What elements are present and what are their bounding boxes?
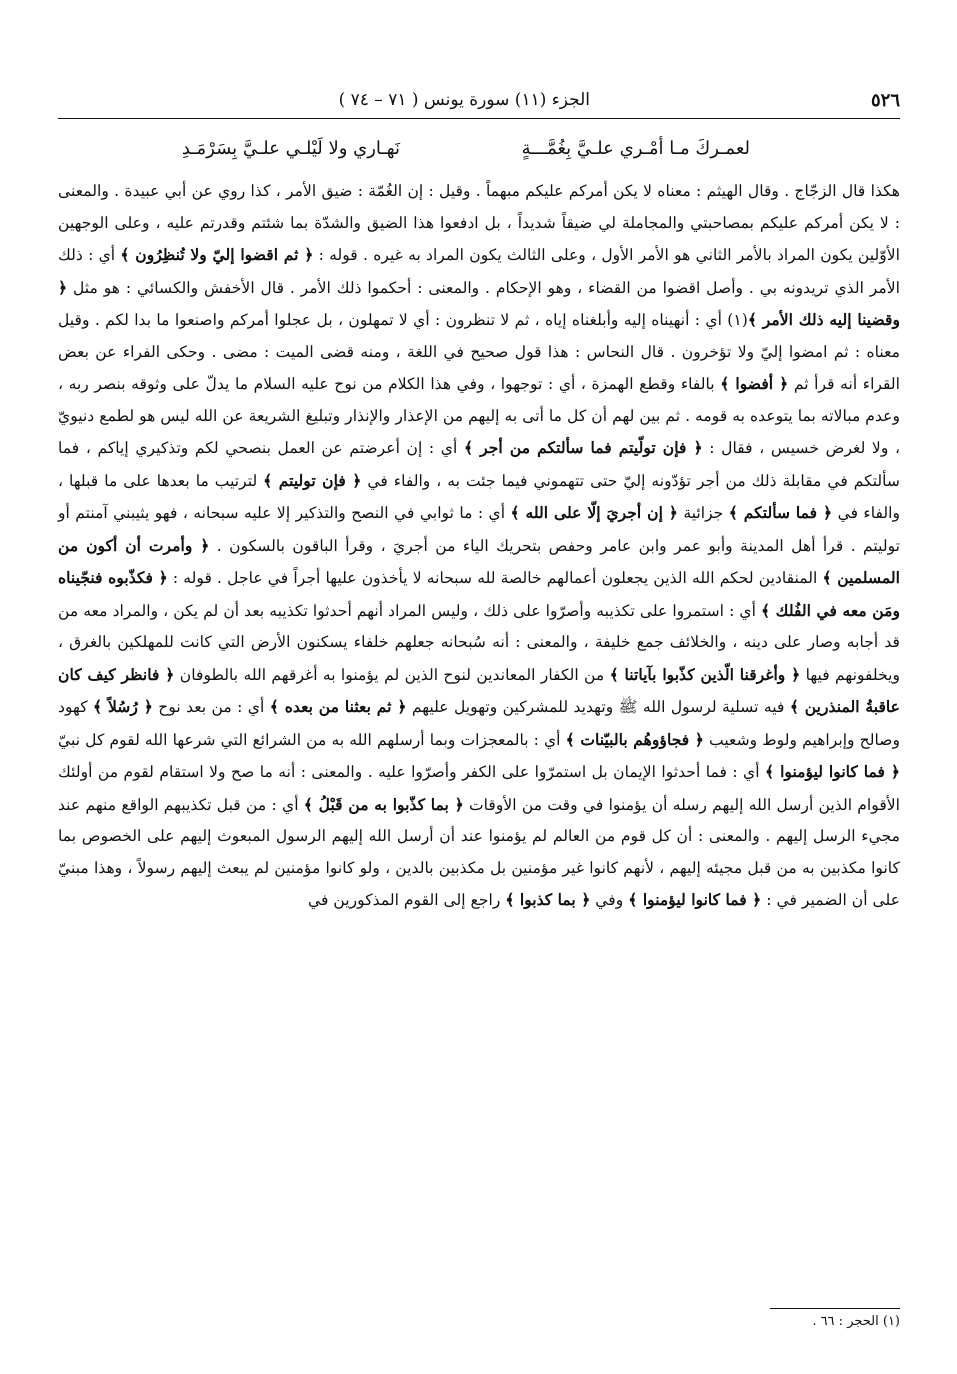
footnote: (١) الحجر : ٦٦ . — [812, 1314, 900, 1329]
quran-quote: ﴿ فإن توليتم ﴾ — [263, 470, 362, 490]
page-number: ٥٢٦ — [870, 90, 900, 111]
book-page — [58, 88, 900, 1328]
body-paragraph — [58, 176, 900, 917]
quran-quote: ﴿ ثم اقضوا إليّ ولا تُنظِرُون ﴾ — [120, 245, 314, 264]
page-header — [58, 88, 900, 118]
poetry-verse — [58, 132, 900, 176]
text-run: أي : إن أعرضتم عن العمل بنصحي لكم وتذكيري إياكم ، فما سألتكم في مقابلة ذلك من أجر تؤدّونه إليّ حتى تتهموني فيما جئت به ، والفاء في — [58, 439, 900, 490]
text-run: كهود وصالح وإبراهيم ولوط وشعيب — [58, 698, 900, 749]
quran-quote: ﴿ وأغرقنا الّذين كذّبوا بآياتنا ﴾ — [609, 664, 801, 684]
running-head: الجزء (١١) سورة يونس ( ٧١ – ٧٤ ) — [338, 90, 590, 110]
quran-quote: ﴿ فما كانوا ليؤمنوا ﴾ — [765, 762, 901, 781]
quran-quote: ﴿ ثم بعثنا من بعده ﴾ — [269, 697, 407, 716]
text-run: بالفاء وقطع الهمزة ، أي : توجهوا ، وفي هذا الكلام من نوح عليه السلام ما يدلّ على وثوقه بنصر ربه ، وعدم مبالاته بما يتوعده به قومه . ثم بين لهم أن كل ما أتى به إليهم من الإعذار والإنذار وتبليغ الشريعة عن الله ليس هو لطمع دنيويّ ، ولا لغرض خسيس ، فقال : — [58, 375, 901, 457]
text-run: أي : ما ثوابي في النصح والتذكير إلا عليه سبحانه ، فهو يثيبني آمنتم أو توليتم . قرأ أهل المدينة وأبو عمر وابن عامر وحفص بتحريك الياء من أجريَ ، وقرأ الباقون بالسكون . — [58, 504, 900, 555]
text-run: راجع إلى القوم المذكورين في — [308, 891, 506, 909]
verse-second-hemistich: نَهـاري ولا لَيْلـي علـيَّ بِسَرْمَـدِ — [181, 138, 400, 159]
text-run: أي : بالمعجزات وبما أرسلهم الله به من الشرائع التي شرعها الله لقوم كل نبيّ — [58, 730, 566, 749]
text-run: أي : ذلك الأمر الذي تريدونه بي . وأصل اقضوا من القضاء ، وهو الإحكام . والمعنى : أحكموا ذلك الأمر . قال الأخفش والكسائي : هو مثل — [58, 246, 900, 297]
quran-quote: ﴿ فإن تولّيتم فما سألتكم من أجر ﴾ — [463, 438, 703, 457]
text-run: أي : من بعد نوح — [152, 698, 270, 716]
quran-quote: ﴿ بما كذّبوا به من قَبْلُ ﴾ — [303, 794, 464, 814]
quran-quote: ﴿ وأمرت أن أكون من المسلمين ﴾ — [58, 535, 900, 587]
text-run: جزائية — [677, 504, 729, 522]
text-run: هكذا قال الزجّاج . وقال الهيثم : معناه لا يكن أمركم عليكم مبهماً . وقيل : إن الغُمّة : ضيق الأمر ، كذا روي عن أبي عبيدة . والمعنى : لا يكن أمركم عليكم بمصاحبتي والمجاملة لي ضيقاً شديداً ، بل ادفعوا هذا الضيق والشدّة بما شئتم وقدرتم عليه ، وعلى الوجهين الأوّلين يكون المراد بالأمر الثاني هو الأمر الأول ، وعلى الثالث يكون المراد به غيره . قوله : — [58, 182, 900, 264]
quran-quote: ﴿ فما سألتكم ﴾ — [728, 503, 833, 522]
quran-quote: ﴿ فجاؤوهُم بالبيّنات ﴾ — [565, 729, 704, 749]
header-rule — [58, 118, 900, 119]
text-run: المنقادين لحكم الله الذين يجعلون أعمالهم خالصة لله سبحانه لا يأخذون عليها أجراً في عاجل . قوله : — [167, 569, 823, 587]
quran-quote: ﴿ رُسُلاً ﴾ — [93, 697, 153, 716]
text-run: من الكفار المعاندين لنوح الذين لم يؤمنوا به أغرقهم الله بالطوفان — [174, 665, 610, 684]
text-run: لترتيب ما بعدها على ما قبلها ، والفاء في — [58, 471, 901, 522]
text-run: فيه تسلية لرسول الله ﷺ وتهديد للمشركين وتهويل عليهم — [406, 698, 790, 716]
quran-quote: ﴿ بما كذبوا ﴾ — [505, 890, 591, 909]
quran-quote: ﴿ أفضوا ﴾ — [720, 374, 789, 393]
footnote-rule — [770, 1308, 900, 1309]
text-run: أي : من قبل تكذيبهم الواقع منهم عند مجيء الرسل إليهم . والمعنى : أن كل قوم من العالم لم يؤمنوا عند أن أرسل الله إليهم الرسول المبعوث إليهم على الخصوص بما كانوا مكذبين به من قبل مجيئه إليهم ، لأنهم كانوا غير مؤمنين بل مكذبين بالدين ، ولو كانوا مؤمنين لم يبعث إليهم رسولاً ، وهذا مبنيّ على أن الضمير في : — [58, 795, 900, 909]
text-run: وفي — [590, 891, 629, 909]
verse-first-hemistich: لعمـركَ مـا أمْـري علـيَّ بِغُمَّـــةٍ — [521, 138, 750, 159]
quran-quote: ﴿ وقضينا إليه ذلك الأمر ﴾ — [58, 277, 901, 329]
text-run: أي : فما أحدثوا الإيمان بل استمرّوا على الكفر وأصرّوا عليه . والمعنى : أنه ما صح ولا استقام لقوم من أولئك الأقوام الذين أرسل الله إليهم رسله أن يؤمنوا في وقت من الأوقات — [58, 763, 900, 814]
quran-quote: ﴿ فما كانوا ليؤمنوا ﴾ — [628, 890, 762, 909]
text-run: أي : استمروا على تكذيبه وأصرّوا على ذلك ، وليس المراد أنهم أحدثوا تكذيبه بعد أن لم يكن ، والمراد معه من قد أجابه وصار على دينه ، والخلائف جمع خليفة ، والمعنى : أنه سُبحانه جعلهم خلفاء يسكنون الأرض التي كانت للمهلكين بالغرق ، ويخلفونهم فيها — [58, 601, 901, 684]
quran-quote: ﴿ فانظر كيف كان عاقبةُ المنذرين ﴾ — [58, 664, 900, 716]
quran-quote: ﴿ فكذّبوه فنجّيناه ومَن معه في الفُلك ﴾ — [58, 568, 900, 620]
text-run: (١) أي : أنهيناه إليه وأبلغناه إياه ، ثم لا تنظرون : أي لا تمهلون ، بل عجلوا أمركم واصنعوا ما بدا لكم . وقيل معناه : ثم امضوا إليّ ولا تؤخرون . قال النحاس : هذا قول صحيح في اللغة ، ومنه قضى الميت : مضى . وحكى الفراء عن بعض القراء أنه قرأ ثم — [58, 311, 900, 393]
quran-quote: ﴿ إن أجريَ إلّا على الله ﴾ — [510, 503, 678, 522]
